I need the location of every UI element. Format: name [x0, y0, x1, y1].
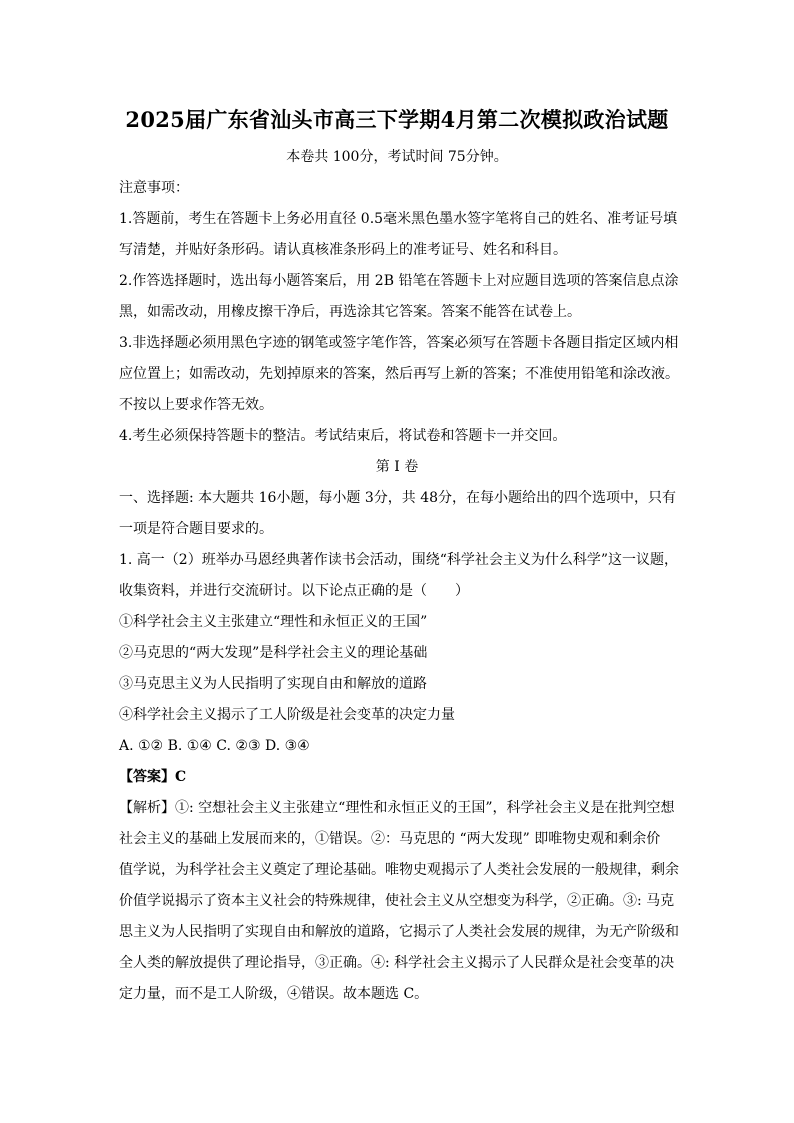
question-stem: 1. 高一（2）班举办马恩经典著作读书会活动，围绕“科学社会主义为什么科学”这一议题， [119, 552, 679, 568]
note-line: 4.考生必须保持答题卡的整洁。考试结束后，将试卷和答题卡一并交回。 [119, 428, 567, 444]
answer-line: 【答案】C [119, 769, 187, 785]
question-statement: ①科学社会主义主张建立“理性和永恒正义的王国” [119, 614, 428, 630]
analysis-line: 思主义为人民指明了实现自由和解放的道路，它揭示了人类社会发展的规律，为无产阶级和 [119, 924, 679, 940]
analysis-line: 【解析】①: 空想社会主义主张建立“理性和永恒正义的王国”，科学社会主义是在批判空想 [119, 800, 675, 816]
analysis-line: 值学说，为科学社会主义奠定了理论基础。唯物史观揭示了人类社会发展的一般规律，剩余 [119, 862, 679, 878]
analysis-line: 社会主义的基础上发展而来的，①错误。②：马克思的 “两大发现” 即唯物史观和剩余价 [119, 831, 661, 847]
section-instructions: 一、选择题: 本大题共 16小题，每小题 3分，共 48分，在每小题给出的四个选项中，只有 [119, 490, 677, 506]
note-line: 写清楚，并贴好条形码。请认真核准条形码上的准考证号、姓名和科目。 [119, 242, 567, 258]
volume-heading: 第 I 卷 [375, 459, 419, 475]
section-instructions: 一项是符合题目要求的。 [119, 521, 273, 537]
question-stem: 收集资料，并进行交流研讨。以下论点正确的是（ ） [119, 583, 469, 599]
analysis-line: 价值学说揭示了资本主义社会的特殊规律，使社会主义从空想变为科学，②正确。③: 马克 [119, 893, 675, 909]
question-statement: ②马克思的“两大发现”是科学社会主义的理论基础 [119, 645, 428, 661]
note-line: 应位置上；如需改动，先划掉原来的答案，然后再写上新的答案；不准使用铅笔和涂改液。 [119, 366, 679, 382]
page-title: 2025届广东省汕头市高三下学期4月第二次模拟政治试题 [125, 107, 669, 132]
note-line: 不按以上要求作答无效。 [119, 397, 273, 413]
notes-heading: 注意事项： [119, 180, 189, 196]
note-line: 3.非选择题必须用黑色字迹的钢笔或签字笔作答，答案必须写在答题卡各题目指定区域内相 [119, 335, 679, 351]
note-line: 1.答题前，考生在答题卡上务必用直径 0.5毫米黑色墨水签字笔将自己的姓名、准考证号填 [119, 211, 678, 227]
question-statement: ④科学社会主义揭示了工人阶级是社会变革的决定力量 [119, 707, 455, 723]
exam-info: 本卷共 100分，考试时间 75分钟。 [286, 149, 508, 165]
note-line: 2.作答选择题时，选出每小题答案后，用 2B 铅笔在答题卡上对应题目选项的答案信息点涂 [119, 273, 679, 289]
analysis-line: 全人类的解放提供了理论指导，③正确。④: 科学社会主义揭示了人民群众是社会变革的决 [119, 955, 675, 971]
analysis-line: 定力量，而不是工人阶级，④错误。故本题选 C。 [119, 986, 429, 1002]
answer-options: A. ①② B. ①④ C. ②③ D. ③④ [119, 738, 310, 754]
question-statement: ③马克思主义为人民指明了实现自由和解放的道路 [119, 676, 427, 692]
note-line: 黑，如需改动，用橡皮擦干净后，再选涂其它答案。答案不能答在试卷上。 [119, 304, 581, 320]
